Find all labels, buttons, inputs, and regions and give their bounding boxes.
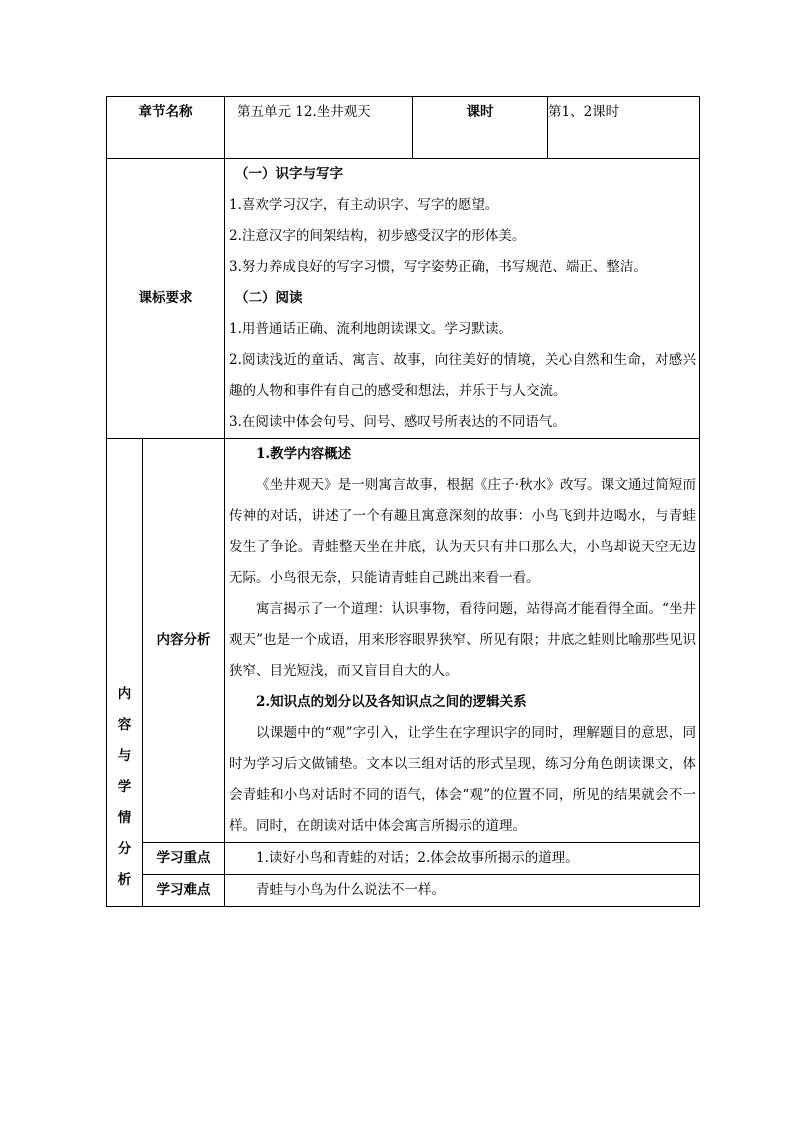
side-label-char: 内 [117, 686, 132, 702]
key-points-row [107, 843, 700, 875]
period-value: 第1、2课时 [548, 97, 700, 159]
standards-row [107, 159, 700, 439]
standards-item: 1.用普通话正确、流利地朗读课文。学习默读。 [229, 321, 512, 337]
chapter-label: 章节名称 [107, 97, 225, 159]
side-label-char: 情 [117, 810, 132, 826]
difficult-points-value: 青蛙与小鸟为什么说法不一样。 [256, 882, 445, 898]
difficult-points-label: 学习难点 [143, 875, 225, 907]
chapter-value: 第五单元 12.坐井观天 [225, 97, 413, 159]
header-row [107, 97, 700, 159]
standards-content [225, 159, 700, 439]
side-label-char: 学 [117, 779, 132, 795]
content-paragraph: 《坐井观天》是一则寓言故事，根据《庄子·秋水》改写。课文通过简短而传神的对话，讲述了一个有趣且寓意深刻的故事：小鸟飞到井边喝水，与青蛙发生了争论。青蛙整天坐在井底，认为天只有井口那么大，小鸟却说天空无边无际。小鸟很无奈，只能请青蛙自己跳出来看一看。 [229, 477, 696, 586]
section-heading-2: 2.知识点的划分以及各知识点之间的逻辑关系 [256, 694, 527, 710]
difficult-points-body [225, 875, 700, 907]
key-points-value: 1.读好小鸟和青蛙的对话；2.体会故事所揭示的道理。 [256, 850, 579, 866]
standards-item: 3.努力养成良好的写字习惯，写字姿势正确，书写规范、端正、整洁。 [229, 259, 647, 275]
side-label-char: 析 [117, 872, 132, 888]
side-label-char: 与 [117, 748, 132, 764]
content-paragraph: 以课题中的“观”字引入，让学生在字理识字的同时，理解题目的意思，同时为学习后文做铺垫。文本以三组对话的形式呈现，练习分角色朗读课文，体会青蛙和小鸟对话时不同的语气，体会“观”的位置不同，所见的结果就会不一样。同时，在朗读对话中体会寓言所揭示的道理。 [229, 725, 696, 834]
period-label: 课时 [413, 97, 548, 159]
difficult-points-row [107, 875, 700, 907]
lesson-plan-table [106, 96, 700, 907]
standards-item: 1.喜欢学习汉字，有主动识字、写字的愿望。 [229, 197, 499, 213]
side-label-char: 容 [117, 717, 132, 733]
standards-item: 2.阅读浅近的童话、寓言、故事，向往美好的情境，关心自然和生命，对感兴趣的人物和事件有自己的感受和想法，并乐于与人交流。 [229, 352, 696, 399]
standards-heading-2: （二）阅读 [235, 290, 303, 306]
content-analysis-body [225, 439, 700, 843]
standards-heading-1: （一）识字与写字 [235, 166, 343, 182]
standards-item: 2.注意汉字的间架结构，初步感受汉字的形体美。 [229, 228, 526, 244]
content-analysis-label: 内容分析 [143, 439, 225, 843]
key-points-body [225, 843, 700, 875]
standards-label: 课标要求 [107, 159, 225, 439]
content-paragraph: 寓言揭示了一个道理：认识事物，看待问题，站得高才能看得全面。“坐井观天”也是一个成语，用来形容眼界狭窄、所见有限；井底之蛙则比喻那些见识狭窄、目光短浅，而又盲目自大的人。 [229, 601, 696, 679]
side-label [107, 439, 143, 907]
content-analysis-row [107, 439, 700, 843]
key-points-label: 学习重点 [143, 843, 225, 875]
section-heading-1: 1.教学内容概述 [256, 446, 352, 462]
side-label-char: 分 [117, 841, 132, 857]
standards-item: 3.在阅读中体会句号、问号、感叹号所表达的不同语气。 [229, 414, 566, 430]
